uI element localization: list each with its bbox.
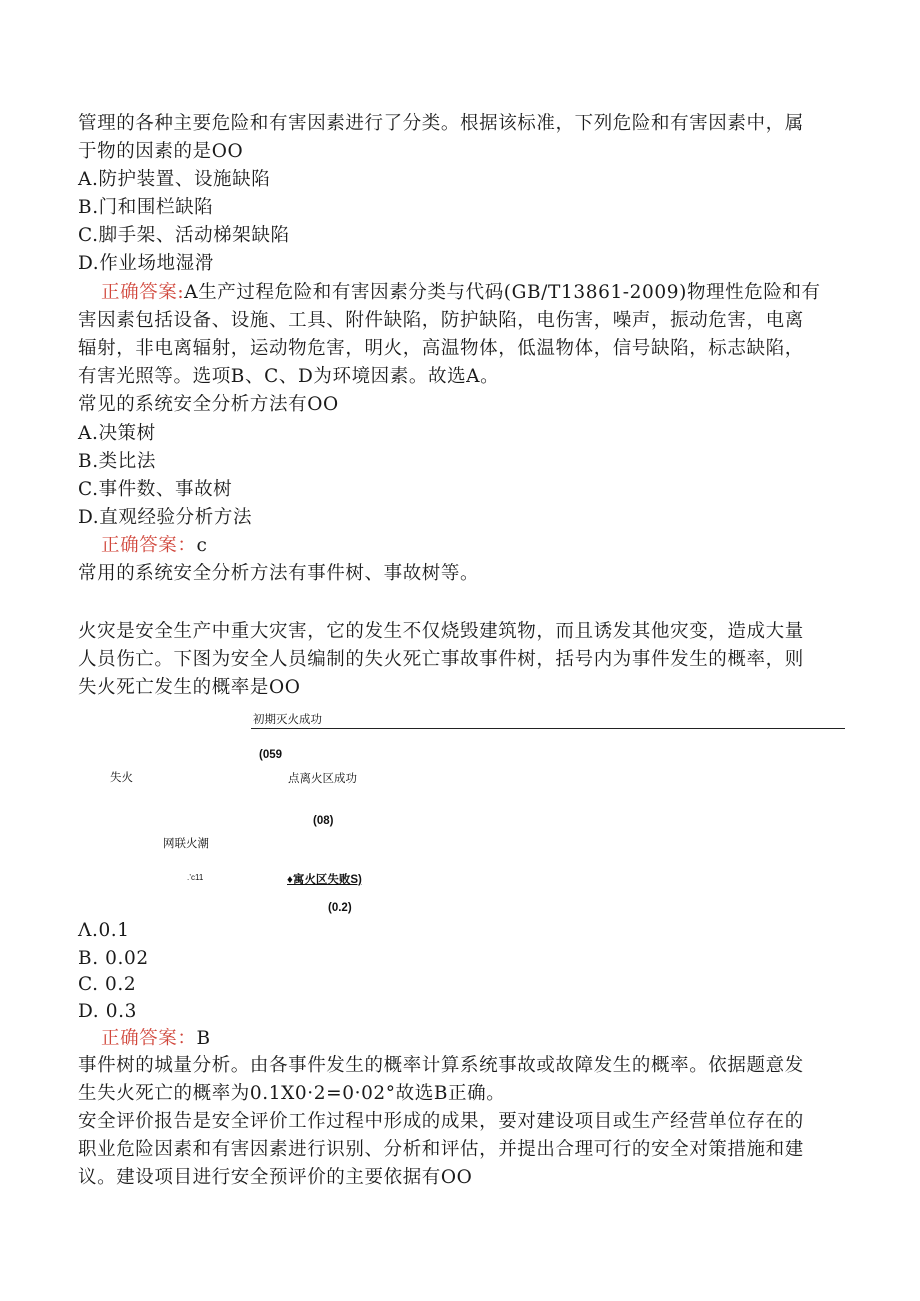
q4-stem-line3: 议。建设项目进行安全预评价的主要依据有OO <box>78 1167 473 1188</box>
q2-option-a: A.决策树 <box>78 423 156 444</box>
diagram-prob-3: (0.2) <box>328 902 352 914</box>
q2-option-b: B.类比法 <box>78 451 156 472</box>
q2-answer-value: c <box>196 535 208 556</box>
diagram-fail-label: ♦寓火区失败S) <box>287 874 362 886</box>
diagram-top-label: 初期灭火成功 <box>253 714 322 726</box>
q1-answer-line <box>101 279 871 307</box>
answer-label: 正确答案： <box>101 1028 197 1049</box>
q3-answer-value: B <box>196 1028 211 1049</box>
q3-answer-line <box>101 1025 871 1053</box>
q3-option-d: D. 0.3 <box>78 1001 137 1022</box>
q3-option-b: B. 0.02 <box>78 948 149 969</box>
q3-option-c: C. 0.2 <box>78 974 137 995</box>
answer-label: 正确答案： <box>101 535 197 556</box>
q4-stem-line2: 职业危险因素和有害因素进行识别、分析和评估，并提出合理可行的安全对策措施和建 <box>78 1139 804 1160</box>
q1-option-b: B.门和围栏缺陷 <box>78 197 214 218</box>
q2-stem: 常见的系统安全分析方法有OO <box>78 394 339 415</box>
q2-answer-line <box>101 532 871 560</box>
q3-stem-line3: 失火死亡发生的概率是OO <box>78 677 301 698</box>
q2-option-d: D.直观经验分析方法 <box>78 507 253 528</box>
diagram-prob-2: (08) <box>313 815 334 827</box>
answer-label: 正确答案: <box>101 282 185 303</box>
diagram-small-mark: .’c11 <box>187 873 204 882</box>
diagram-prob-1: (059 <box>259 749 283 761</box>
q1-option-a: A.防护装置、设施缺陷 <box>78 169 271 190</box>
diagram-mid-label: 点离火区成功 <box>288 773 357 785</box>
q3-stem-line2: 人员伤亡。下图为安全人员编制的失火死亡事故事件树，括号内为事件发生的概率，则 <box>78 649 804 670</box>
q2-explain: 常用的系统安全分析方法有事件树、事故树等。 <box>78 563 480 584</box>
q1-answer-text: A生产过程危险和有害因素分类与代码(GB/T13861-2009)物理性危险和有 <box>184 282 821 303</box>
q1-option-c: C.脚手架、活动梯架缺陷 <box>78 225 290 246</box>
q3-option-a: Λ.0.1 <box>78 920 130 941</box>
q1-stem-line1: 管理的各种主要危险和有害因素进行了分类。根据该标准，下列危险和有害因素中，属 <box>78 113 804 134</box>
diagram-start-event: 失火 <box>110 772 133 784</box>
q1-explain-line4: 有害光照等。选项B、C、D为环境因素。故选A。 <box>78 366 500 387</box>
q4-stem-line1: 安全评价报告是安全评价工作过程中形成的成果，要对建设项目或生产经营单位存在的 <box>78 1111 804 1132</box>
q1-stem-line2: 于物的因素的是OO <box>78 141 244 162</box>
q3-explain-line2: 生失火死亡的概率为0.1X0·2=0·02°故选B正确。 <box>78 1083 506 1104</box>
q1-explain-line2: 害因素包括设备、设施、工具、附件缺陷，防护缺陷，电伤害，噪声，振动危害，电离 <box>78 310 804 331</box>
q3-stem-line1: 火灾是安全生产中重大灾害，它的发生不仅烧毁建筑物，而且诱发其他灾变，造成大量 <box>78 621 804 642</box>
q3-explain-line1: 事件树的城量分析。由各事件发生的概率计算系统事故或故障发生的概率。依据题意发 <box>78 1055 804 1076</box>
q1-option-d: D.作业场地湿滑 <box>78 253 214 274</box>
q1-explain-line3: 辐射，非电离辐射，运动物危害，明火，高温物体，低温物体，信号缺陷，标志缺陷， <box>78 338 804 359</box>
diagram-left-label: 网联火潮 <box>163 838 209 850</box>
q2-option-c: C.事件数、事故树 <box>78 479 233 500</box>
diagram-top-rule <box>251 728 845 729</box>
